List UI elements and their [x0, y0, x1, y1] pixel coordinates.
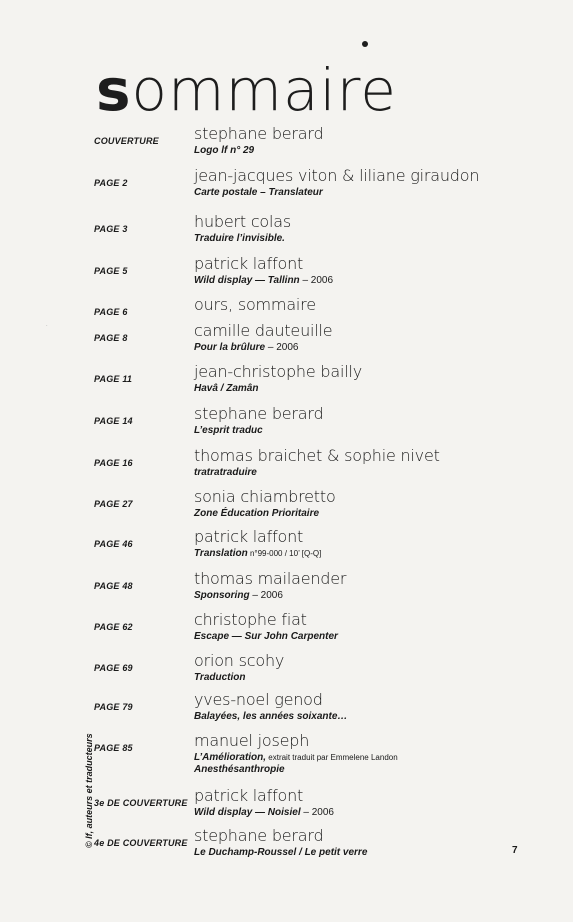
entry-work — [194, 548, 321, 559]
entry-work-title: Translation — [194, 548, 248, 559]
entry-work-title: L’Amélioration, — [194, 752, 267, 763]
contents-entry — [0, 651, 573, 691]
contents-entry — [0, 487, 573, 527]
entry-work-extra: n°99-000 / 10’ [Q-Q] — [247, 549, 322, 558]
entry-author: thomas braichet & sophie nivet — [194, 446, 440, 465]
entry-work-title: Wild display — Noisiel — [194, 807, 301, 818]
entry-page-ref: PAGE 2 — [94, 178, 128, 188]
entry-author: ours, sommaire — [194, 295, 316, 314]
entry-work — [194, 275, 333, 286]
stray-mark: · — [46, 323, 48, 329]
entry-work-title: Le Duchamp-Roussel / Le petit verre — [194, 847, 368, 858]
entry-work — [194, 187, 323, 198]
entry-author: orion scohy — [194, 651, 285, 670]
entry-work-title: Carte postale – Translateur — [194, 187, 323, 198]
entry-work-title: Havâ / Zamân — [194, 383, 259, 394]
contents-entry — [0, 212, 573, 252]
decorative-dot — [362, 41, 368, 47]
entry-work-title: Pour la brûlure — [194, 342, 266, 353]
entry-author: jean-jacques viton & liliane giraudon — [194, 166, 480, 185]
copyright-credit — [82, 718, 96, 848]
entry-page-ref: PAGE 62 — [94, 622, 133, 632]
entry-page-ref: PAGE 5 — [94, 266, 128, 276]
entry-page-ref: 3e DE COUVERTURE — [94, 798, 188, 808]
entry-author: hubert colas — [194, 212, 291, 231]
entry-work-title: Wild display — Tallinn — [194, 275, 300, 286]
entry-work-title: Sponsoring — [194, 590, 250, 601]
entry-work-extra: extrait traduit par Emmelene Landon — [266, 753, 398, 762]
entry-work — [194, 672, 245, 683]
contents-entry — [0, 527, 573, 567]
contents-entry — [0, 362, 573, 402]
entry-work-title: Zone Éducation Prioritaire — [194, 508, 320, 519]
entry-page-ref: PAGE 85 — [94, 743, 133, 753]
entry-page-ref: PAGE 8 — [94, 333, 128, 343]
title-rest: ommaire — [131, 56, 397, 124]
entry-work-extra: – 2006 — [249, 590, 283, 601]
entry-work — [194, 233, 285, 244]
entry-work — [194, 342, 299, 353]
page-number: 7 — [512, 845, 518, 856]
entry-work-title: Traduction — [194, 672, 246, 683]
entry-work — [194, 383, 258, 394]
entry-work — [194, 508, 319, 519]
contents-entry — [0, 166, 573, 206]
entry-work-title: Traduire l’invisible. — [194, 233, 285, 244]
copyright-text: © lf, auteurs et traducteurs — [84, 733, 94, 848]
entry-page-ref: PAGE 79 — [94, 702, 133, 712]
entry-work-title: Escape — Sur John Carpenter — [194, 631, 338, 642]
page-title — [96, 58, 397, 122]
entry-work — [194, 590, 283, 601]
entry-work — [194, 631, 338, 642]
entry-page-ref: 4e DE COUVERTURE — [94, 838, 188, 848]
entry-author: christophe fiat — [194, 610, 307, 629]
entry-author: sonia chiambretto — [194, 487, 336, 506]
entry-page-ref: PAGE 16 — [94, 458, 133, 468]
entry-work — [194, 807, 334, 818]
contents-entry — [0, 124, 573, 164]
entry-work — [194, 847, 367, 858]
entry-author: patrick laffont — [194, 254, 304, 273]
entry-page-ref: PAGE 6 — [94, 307, 128, 317]
entry-author: yves-noel genod — [194, 690, 323, 709]
entry-author: stephane berard — [194, 404, 324, 423]
entry-work-title: L’esprit traduc — [194, 425, 263, 436]
entry-page-ref: COUVERTURE — [94, 136, 159, 146]
entry-author: stephane berard — [194, 124, 324, 143]
entry-work-title: Balayées, les années soixante… — [194, 711, 348, 722]
entry-work — [194, 752, 398, 763]
contents-entry — [0, 610, 573, 650]
entry-work — [194, 711, 347, 722]
entry-author: thomas mailaender — [194, 569, 347, 588]
contents-entry — [0, 569, 573, 609]
entry-work-title: Logo lf n° 29 — [194, 145, 255, 156]
entry-page-ref: PAGE 48 — [94, 581, 133, 591]
entry-work-extra: – 2006 — [300, 807, 334, 818]
entry-author: camille dauteuille — [194, 321, 333, 340]
entry-page-ref: PAGE 11 — [94, 374, 133, 384]
entry-author: patrick laffont — [194, 527, 304, 546]
entry-author: stephane berard — [194, 826, 324, 845]
entry-work — [194, 145, 254, 156]
entry-work-extra: – 2006 — [265, 342, 299, 353]
entry-work — [194, 425, 263, 436]
entry-author: jean-christophe bailly — [194, 362, 362, 381]
entry-page-ref: PAGE 3 — [94, 224, 128, 234]
contents-entry — [0, 404, 573, 444]
entry-work — [194, 467, 257, 478]
entry-page-ref: PAGE 27 — [94, 499, 133, 509]
entry-page-ref: PAGE 69 — [94, 663, 133, 673]
entry-work-title: tratratraduire — [194, 467, 257, 478]
contents-entry — [0, 254, 573, 294]
entry-work-extra: – 2006 — [299, 275, 334, 286]
entry-page-ref: PAGE 46 — [94, 539, 133, 549]
entry-page-ref: PAGE 14 — [94, 416, 133, 426]
contents-entry — [0, 446, 573, 486]
entry-author: manuel joseph — [194, 731, 310, 750]
entry-work-second-line: Anesthésanthropie — [194, 764, 285, 775]
entry-author: patrick laffont — [194, 786, 304, 805]
contents-entry — [0, 321, 573, 361]
title-first-letter: s — [96, 56, 132, 124]
